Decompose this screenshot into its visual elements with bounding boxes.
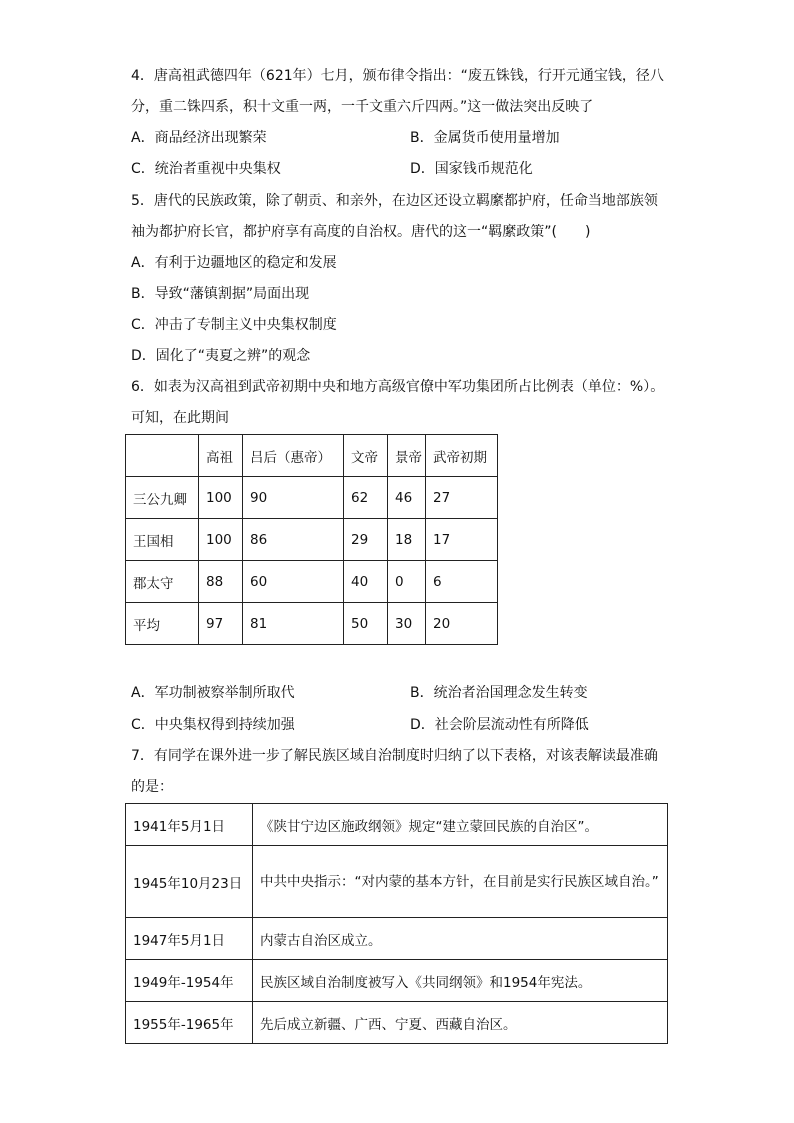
table-cell-date: 1945年10月23日	[126, 846, 253, 918]
q6-option-a[interactable]: A．军功制被察举制所取代	[131, 685, 295, 701]
table-row	[126, 603, 498, 645]
table-cell-event: 《陕甘宁边区施政纲领》规定“建立蒙回民族的自治区”。	[253, 804, 668, 846]
q6-option-d[interactable]: D．社会阶层流动性有所降低	[410, 717, 589, 733]
q7-stem-line2: 的是：	[131, 779, 173, 795]
table-cell: 三公九卿	[126, 477, 199, 519]
table-cell-event: 中共中央指示：“对内蒙的基本方针，在目前是实行民族区域自治。”	[253, 846, 668, 918]
table-cell: 平均	[126, 603, 199, 645]
table-cell: 6	[426, 561, 498, 603]
table-row	[126, 477, 498, 519]
table-cell: 60	[243, 561, 344, 603]
table-cell-date: 1947年5月1日	[126, 918, 253, 960]
table-header-row	[126, 435, 498, 477]
table-row	[126, 804, 668, 846]
table-cell: 王国相	[126, 519, 199, 561]
table-cell-date: 1955年-1965年	[126, 1002, 253, 1044]
q4-stem-line1: 4．唐高祖武德四年（621年）七月，颁布律令指出：“废五铢钱，行开元通宝钱，径八	[131, 68, 664, 84]
table-cell: 88	[199, 561, 243, 603]
table-cell: 62	[344, 477, 388, 519]
q6-stem-line2: 可知，在此期间	[131, 410, 229, 426]
q5-option-d[interactable]: D．固化了“夷夏之辨”的观念	[131, 348, 311, 364]
table-cell: 0	[388, 561, 426, 603]
q5-option-c[interactable]: C．冲击了专制主义中央集权制度	[131, 317, 337, 333]
table-cell: 40	[344, 561, 388, 603]
table-cell: 文帝	[344, 435, 388, 477]
table-cell: 景帝	[388, 435, 426, 477]
q4-option-c[interactable]: C．统治者重视中央集权	[131, 161, 281, 177]
table-row	[126, 918, 668, 960]
q5-stem-line1: 5．唐代的民族政策，除了朝贡、和亲外，在边区还设立羁縻都护府，任命当地部族领	[131, 193, 658, 209]
q6-option-b[interactable]: B．统治者治国理念发生转变	[410, 685, 588, 701]
table-cell: 30	[388, 603, 426, 645]
table-row	[126, 519, 498, 561]
table-row	[126, 1002, 668, 1044]
table-row	[126, 960, 668, 1002]
q5-option-a[interactable]: A．有利于边疆地区的稳定和发展	[131, 255, 337, 271]
table-cell: 46	[388, 477, 426, 519]
table-cell: 29	[344, 519, 388, 561]
q7-table	[125, 803, 668, 1044]
table-cell-date: 1941年5月1日	[126, 804, 253, 846]
table-cell: 高祖	[199, 435, 243, 477]
q7-stem-line1: 7．有同学在课外进一步了解民族区域自治制度时归纳了以下表格，对该表解读最准确	[131, 748, 658, 764]
table-row	[126, 846, 668, 918]
table-cell: 97	[199, 603, 243, 645]
q4-option-d[interactable]: D．国家钱币规范化	[410, 161, 533, 177]
q4-option-a[interactable]: A．商品经济出现繁荣	[131, 130, 267, 146]
table-cell: 20	[426, 603, 498, 645]
table-cell-date: 1949年-1954年	[126, 960, 253, 1002]
table-cell: 81	[243, 603, 344, 645]
table-cell: 90	[243, 477, 344, 519]
table-cell-event: 先后成立新疆、广西、宁夏、西藏自治区。	[253, 1002, 668, 1044]
table-cell: 吕后（惠帝）	[243, 435, 344, 477]
q6-stem-line1: 6．如表为汉高祖到武帝初期中央和地方高级官僚中军功集团所占比例表（单位：%）。	[131, 379, 665, 395]
table-cell: 50	[344, 603, 388, 645]
table-cell: 武帝初期	[426, 435, 498, 477]
table-cell: 100	[199, 519, 243, 561]
q5-option-b[interactable]: B．导致“藩镇割据”局面出现	[131, 286, 310, 302]
table-cell-event: 内蒙古自治区成立。	[253, 918, 668, 960]
table-cell: 18	[388, 519, 426, 561]
table-row	[126, 561, 498, 603]
table-cell: 100	[199, 477, 243, 519]
table-cell: 郡太守	[126, 561, 199, 603]
table-cell-event: 民族区域自治制度被写入《共同纲领》和1954年宪法。	[253, 960, 668, 1002]
q6-option-c[interactable]: C．中央集权得到持续加强	[131, 717, 295, 733]
q5-stem-line2: 袖为都护府长官，都护府享有高度的自治权。唐代的这一“羁縻政策”( )	[131, 224, 591, 240]
q4-stem-line2: 分，重二铢四系，积十文重一两，一千文重六斤四两。”这一做法突出反映了	[131, 99, 594, 115]
q4-option-b[interactable]: B．金属货币使用量增加	[410, 130, 560, 146]
table-cell: 27	[426, 477, 498, 519]
table-cell: 17	[426, 519, 498, 561]
table-cell	[126, 435, 199, 477]
table-cell: 86	[243, 519, 344, 561]
q6-table	[125, 434, 498, 645]
